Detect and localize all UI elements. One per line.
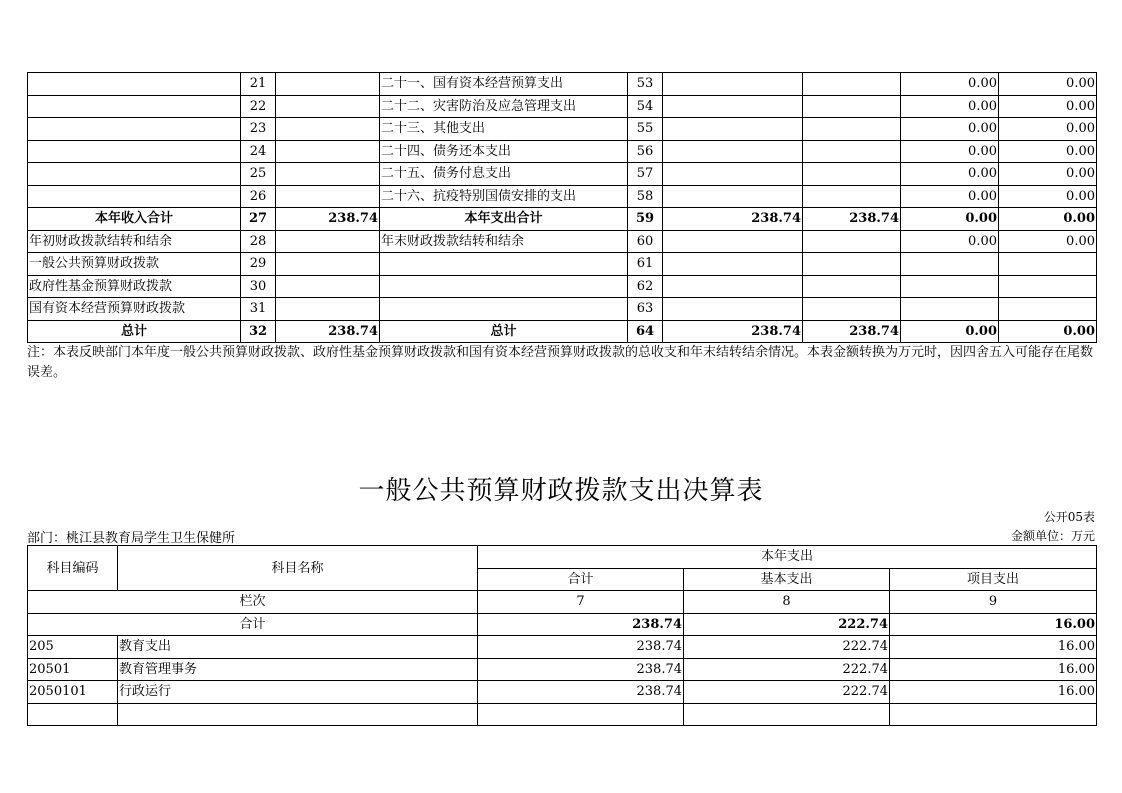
income-amount [276, 253, 380, 276]
expense-item-label: 本年支出合计 [380, 208, 628, 231]
table-row [28, 208, 1097, 231]
table-row [28, 658, 1097, 681]
table-row [28, 163, 1097, 186]
summary-table-body [28, 73, 1097, 343]
expense-amount-3: 0.00 [901, 208, 999, 231]
income-amount: 238.74 [276, 320, 380, 343]
income-line-number: 27 [241, 208, 276, 231]
income-line-number: 30 [241, 275, 276, 298]
expense-amount-1: 238.74 [663, 320, 803, 343]
subject-code [28, 703, 118, 726]
amount-unit-label: 金额单位：万元 [1010, 529, 1095, 543]
income-amount [276, 275, 380, 298]
expense-basic [684, 703, 890, 726]
income-line-number: 24 [241, 140, 276, 163]
sum-total: 238.74 [478, 613, 684, 636]
income-amount [276, 230, 380, 253]
expense-basic: 222.74 [684, 681, 890, 704]
header-column-label: 栏次 [28, 591, 478, 614]
income-line-number: 23 [241, 118, 276, 141]
table-row [28, 298, 1097, 321]
expense-amount-1 [663, 253, 803, 276]
subject-code: 20501 [28, 658, 118, 681]
income-item-label: 年初财政拨款结转和结余 [28, 230, 241, 253]
table-row [28, 95, 1097, 118]
expense-amount-1 [663, 95, 803, 118]
expense-amount-3: 0.00 [901, 163, 999, 186]
expense-item-label [380, 253, 628, 276]
expense-item-label: 二十三、其他支出 [380, 118, 628, 141]
table-row [28, 636, 1097, 659]
expense-total: 238.74 [478, 681, 684, 704]
expense-project: 16.00 [890, 658, 1097, 681]
expense-amount-1 [663, 185, 803, 208]
income-line-number: 26 [241, 185, 276, 208]
table-row [28, 320, 1097, 343]
expense-item-label: 二十四、债务还本支出 [380, 140, 628, 163]
form-number: 公开05表 [1043, 510, 1095, 524]
expense-amount-1 [663, 118, 803, 141]
expense-amount-3 [901, 298, 999, 321]
expense-amount-4 [999, 253, 1097, 276]
expense-amount-1 [663, 230, 803, 253]
expense-amount-2 [803, 185, 901, 208]
expense-amount-2 [803, 73, 901, 96]
expense-amount-4: 0.00 [999, 118, 1097, 141]
subject-name: 教育管理事务 [118, 658, 478, 681]
table-row [28, 703, 1097, 726]
income-item-label: 一般公共预算财政拨款 [28, 253, 241, 276]
expense-amount-2: 238.74 [803, 208, 901, 231]
expense-project [890, 703, 1097, 726]
header-project-expenditure: 项目支出 [890, 568, 1097, 591]
expense-amount-4: 0.00 [999, 230, 1097, 253]
expense-line-number: 54 [628, 95, 663, 118]
expense-amount-4 [999, 275, 1097, 298]
expense-total [478, 703, 684, 726]
income-item-label [28, 73, 241, 96]
income-item-label: 政府性基金预算财政拨款 [28, 275, 241, 298]
income-amount [276, 73, 380, 96]
expenditure-table-body [28, 636, 1097, 726]
expense-basic: 222.74 [684, 636, 890, 659]
subject-name: 行政运行 [118, 681, 478, 704]
expense-amount-2: 238.74 [803, 320, 901, 343]
subject-name [118, 703, 478, 726]
expense-amount-3: 0.00 [901, 73, 999, 96]
expense-item-label: 二十一、国有资本经营预算支出 [380, 73, 628, 96]
income-line-number: 28 [241, 230, 276, 253]
income-amount [276, 185, 380, 208]
table-row [28, 118, 1097, 141]
expense-amount-3 [901, 253, 999, 276]
table-row [28, 253, 1097, 276]
expense-amount-1 [663, 298, 803, 321]
column-no-basic: 8 [684, 591, 890, 614]
sum-row-label: 合计 [28, 613, 478, 636]
expense-amount-4 [999, 298, 1097, 321]
expense-amount-4: 0.00 [999, 163, 1097, 186]
expense-amount-1 [663, 73, 803, 96]
expense-item-label [380, 275, 628, 298]
income-item-label: 本年收入合计 [28, 208, 241, 231]
table-row [28, 140, 1097, 163]
expense-amount-1: 238.74 [663, 208, 803, 231]
table-row [28, 73, 1097, 96]
income-amount [276, 163, 380, 186]
expense-amount-4: 0.00 [999, 140, 1097, 163]
expense-amount-3: 0.00 [901, 140, 999, 163]
income-item-label [28, 163, 241, 186]
income-amount [276, 298, 380, 321]
income-item-label: 总计 [28, 320, 241, 343]
expense-amount-3: 0.00 [901, 118, 999, 141]
header-subject-code: 科目编码 [28, 546, 118, 591]
expense-amount-4: 0.00 [999, 320, 1097, 343]
table-row [28, 275, 1097, 298]
table-row [28, 230, 1097, 253]
table-row [28, 185, 1097, 208]
header-total: 合计 [478, 568, 684, 591]
expense-line-number: 59 [628, 208, 663, 231]
expense-amount-4: 0.00 [999, 185, 1097, 208]
expense-line-number: 63 [628, 298, 663, 321]
column-no-project: 9 [890, 591, 1097, 614]
expense-amount-3: 0.00 [901, 185, 999, 208]
subject-code: 205 [28, 636, 118, 659]
header-basic-expenditure: 基本支出 [684, 568, 890, 591]
income-item-label [28, 118, 241, 141]
column-no-total: 7 [478, 591, 684, 614]
income-line-number: 29 [241, 253, 276, 276]
sum-project: 16.00 [890, 613, 1097, 636]
header-annual-expenditure: 本年支出 [478, 546, 1097, 569]
expense-line-number: 55 [628, 118, 663, 141]
income-item-label: 国有资本经营预算财政拨款 [28, 298, 241, 321]
expense-amount-2 [803, 230, 901, 253]
table-note: 注：本表反映部门本年度一般公共预算财政拨款、政府性基金预算财政拨款和国有资本经营预算财政拨款的总收支和年末结转结余情况。本表金额转换为万元时，因四舍五入可能存在尾数误差。 [27, 345, 1094, 380]
expense-basic: 222.74 [684, 658, 890, 681]
income-line-number: 31 [241, 298, 276, 321]
expense-line-number: 53 [628, 73, 663, 96]
expense-amount-2 [803, 140, 901, 163]
expense-item-label [380, 298, 628, 321]
expense-item-label: 二十六、抗疫特别国债安排的支出 [380, 185, 628, 208]
expense-line-number: 58 [628, 185, 663, 208]
expense-line-number: 62 [628, 275, 663, 298]
expense-amount-2 [803, 163, 901, 186]
income-expense-summary-table [27, 72, 1097, 343]
expense-amount-2 [803, 253, 901, 276]
page-title: 一般公共预算财政拨款支出决算表 [358, 476, 764, 506]
expense-amount-2 [803, 95, 901, 118]
income-amount [276, 140, 380, 163]
income-amount: 238.74 [276, 208, 380, 231]
expense-line-number: 61 [628, 253, 663, 276]
expense-amount-1 [663, 275, 803, 298]
expense-item-label: 二十五、债务付息支出 [380, 163, 628, 186]
expense-amount-4: 0.00 [999, 95, 1097, 118]
income-item-label [28, 140, 241, 163]
expense-line-number: 64 [628, 320, 663, 343]
expense-project: 16.00 [890, 681, 1097, 704]
expense-amount-3: 0.00 [901, 230, 999, 253]
expense-project: 16.00 [890, 636, 1097, 659]
expense-total: 238.74 [478, 636, 684, 659]
header-subject-name: 科目名称 [118, 546, 478, 591]
expense-amount-3: 0.00 [901, 95, 999, 118]
income-item-label [28, 185, 241, 208]
income-line-number: 32 [241, 320, 276, 343]
expense-amount-4: 0.00 [999, 73, 1097, 96]
expense-item-label: 总计 [380, 320, 628, 343]
subject-code: 2050101 [28, 681, 118, 704]
sum-basic: 222.74 [684, 613, 890, 636]
subject-name: 教育支出 [118, 636, 478, 659]
expense-amount-1 [663, 163, 803, 186]
expense-line-number: 57 [628, 163, 663, 186]
expense-amount-3 [901, 275, 999, 298]
income-item-label [28, 95, 241, 118]
income-amount [276, 95, 380, 118]
expense-amount-2 [803, 118, 901, 141]
expense-item-label: 二十二、灾害防治及应急管理支出 [380, 95, 628, 118]
expense-total: 238.74 [478, 658, 684, 681]
income-amount [276, 118, 380, 141]
general-budget-expenditure-table [27, 545, 1097, 726]
expense-amount-3: 0.00 [901, 320, 999, 343]
expense-amount-4: 0.00 [999, 208, 1097, 231]
expense-amount-2 [803, 298, 901, 321]
table-row [28, 681, 1097, 704]
income-line-number: 22 [241, 95, 276, 118]
expense-line-number: 56 [628, 140, 663, 163]
expense-item-label: 年末财政拨款结转和结余 [380, 230, 628, 253]
expense-amount-1 [663, 140, 803, 163]
income-line-number: 21 [241, 73, 276, 96]
income-line-number: 25 [241, 163, 276, 186]
expense-line-number: 60 [628, 230, 663, 253]
expense-amount-2 [803, 275, 901, 298]
department-label: 部门：桃江县教育局学生卫生保健所 [27, 531, 236, 546]
